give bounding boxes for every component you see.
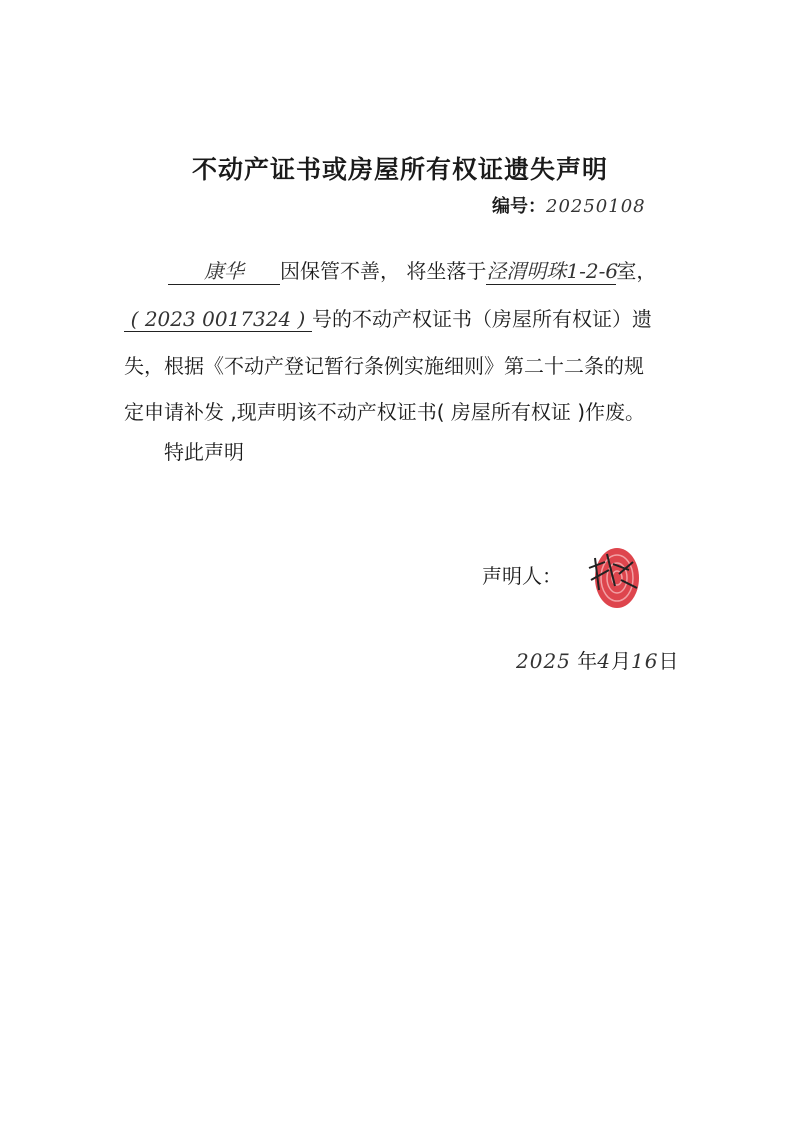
date-year-suffix: 年 — [570, 649, 598, 673]
body-line-4: 定申请补发 ,现声明该不动产权证书( 房屋所有权证 )作废。 — [124, 400, 646, 424]
body-line-3: 失，根据《不动产登记暂行条例实施细则》第二十二条的规 — [124, 354, 644, 378]
line1-text: 因保管不善， 将坐落于 — [280, 259, 487, 283]
document-title: 不动产证书或房屋所有权证遗失声明 — [191, 155, 608, 184]
number-value: 20250108 — [546, 196, 646, 217]
date-day-suffix: 日 — [658, 649, 679, 673]
body-line-1 — [168, 255, 656, 285]
date-year: 2025 — [516, 649, 571, 673]
date-day: 16 — [631, 649, 659, 673]
closing-text: 特此声明 — [164, 440, 244, 464]
address-field: 泾渭明珠1-2-6 — [486, 255, 616, 285]
date-month-suffix: 月 — [611, 649, 631, 673]
date-month: 4 — [597, 649, 611, 673]
number-label: 编号： — [492, 196, 546, 217]
fingerprint-seal-icon — [585, 540, 643, 610]
cert-number-field: ( 2023 0017324 ) — [124, 307, 312, 332]
declarant-label: 声明人： — [482, 564, 562, 588]
address-suffix: 室， — [616, 259, 657, 283]
body-line-2 — [124, 303, 652, 332]
declaration-date — [516, 645, 678, 674]
document-number — [492, 192, 646, 218]
line2-text: 号的不动产权证书（房屋所有权证）遗 — [312, 307, 652, 331]
owner-name-field: 康华 — [168, 255, 280, 285]
